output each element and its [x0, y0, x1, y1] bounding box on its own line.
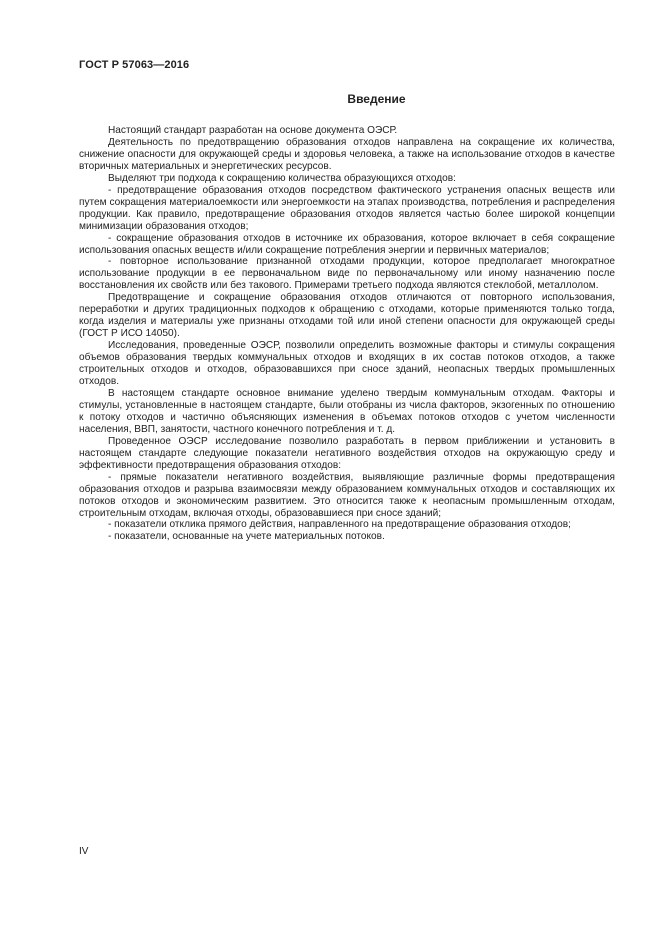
section-title: Введение	[347, 92, 406, 106]
paragraph: Настоящий стандарт разработан на основе документа ОЭСР.	[108, 125, 398, 136]
paragraph: Проведенное ОЭСР исследование позволило разработать в первом приближении и установить в настоящем стандарте следующие показатели негативного воздействия отходов на окружающую среду и эффективности предотвращения образования отходов:	[79, 435, 615, 471]
paragraph: Деятельность по предотвращению образования отходов направлена на сокращение их количества, снижение опасности для окружающей среды и здоровья человека, а также на использование отходов в качестве вторичных материальных и энергетических ресурсов.	[79, 136, 615, 172]
document-header: ГОСТ Р 57063—2016	[79, 59, 190, 71]
paragraph: Выделяют три подхода к сокращению количества образующихся отходов:	[108, 172, 456, 184]
body-text	[79, 125, 615, 543]
page-number: IV	[79, 846, 89, 857]
paragraph: В настоящем стандарте основное внимание уделено твердым коммунальным отходам. Факторы и стимулы, установленные в настоящем стандарте, были отобраны из числа факторов, экзогенных по отношению к потоку отходов и частично объясняющих изменения в объемах потоков отходов с учетом численности населения, ВВП, занятости, частного конечного потребления и т. д.	[79, 387, 615, 435]
paragraph: Исследования, проведенные ОЭСР, позволили определить возможные факторы и стимулы сокращения объемов образования твердых коммунальных отходов и входящих в их состав потоков отходов, а также строительных отходов и отходов, образовавшихся при сносе зданий, неопасных твердых промышленных отходов.	[79, 340, 615, 388]
paragraph: Предотвращение и сокращение образования отходов отличаются от повторного использования, переработки и других традиционных подходов к обращению с отходами, которые применяются только тогда, когда изделия и материалы уже признаны отходами той или иной степени опасности для окружающей среды (ГОСТ Р ИСО 14050).	[79, 292, 615, 340]
list-item: - показатели, основанные на учете материальных потоков.	[108, 531, 385, 543]
list-item: - повторное использование признанной отходами продукции, которое предполагает многократное использование продукции в ее первоначальном виде по первоначальному или иному назначению после восстановления их свойств или без такового. Примерами третьего подхода являются стеклобой, металлолом.	[79, 256, 615, 292]
list-item: - прямые показатели негативного воздействия, выявляющие различные формы предотвращения образования отходов и разрыва взаимосвязи между образованием коммунальных отходов и составляющих их потоков отходов и экономическим развитием. Это относится также к неопасным промышленным отходам, строительным отходам, включая отходы, образовавшиеся при сносе зданий;	[79, 471, 615, 519]
list-item: - сокращение образования отходов в источнике их образования, которое включает в себя сокращение использования опасных веществ и/или сокращение потребления энергии и первичных материалов;	[79, 232, 615, 256]
list-item: - показатели отклика прямого действия, направленного на предотвращение образования отходов;	[108, 519, 571, 531]
list-item: - предотвращение образования отходов посредством фактического устранения опасных веществ или путем сокращения материалоемкости или энергоемкости на этапах производства, потребления и распределения продукции. Как правило, предотвращение образования отходов является частью более широкой концепции минимизации образования отходов;	[79, 184, 615, 232]
